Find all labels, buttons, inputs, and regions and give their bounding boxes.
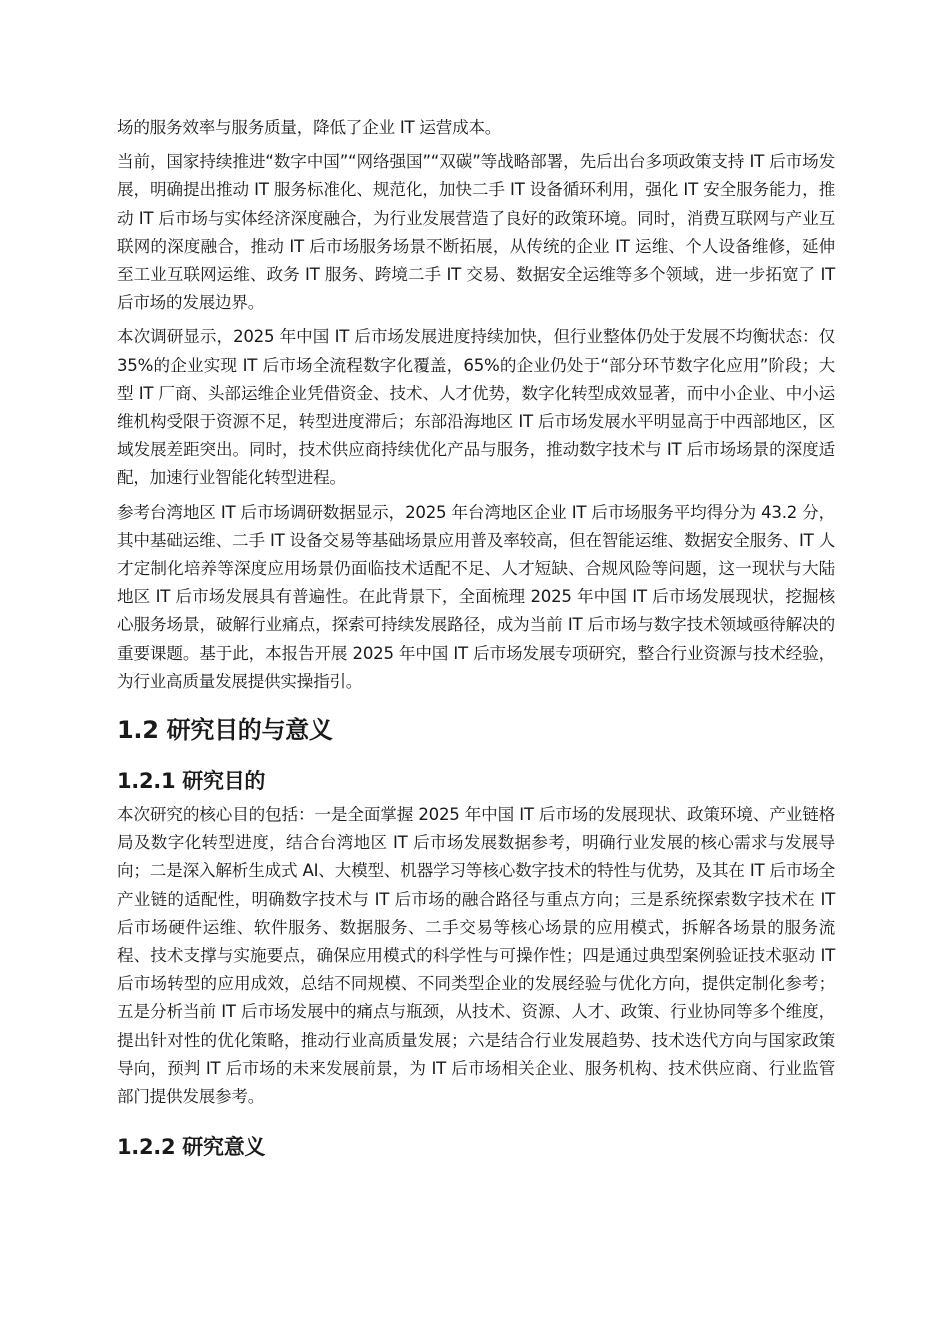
subsection-heading-1-2-2: 1.2.2 研究意义 <box>117 1135 266 1160</box>
section-heading-1-2: 1.2 研究目的与意义 <box>117 716 333 745</box>
body-paragraph: 场的服务效率与服务质量，降低了企业 IT 运营成本。 <box>117 118 502 137</box>
document-page <box>117 114 835 1167</box>
body-paragraph: 参考台湾地区 IT 后市场调研数据显示，2025 年台湾地区企业 IT 后市场服务平均得分为 43.2 分，其中基础运维、二手 IT 设备交易等基础场景应用普及率较高，但在智能运维、数据安全服务、IT 人才定制化培养等深度应用场景仍面临技术适配不足、人才短缺、合规风险等问题，这一现状与大陆地区 IT 后市场发展具有普遍性。在此背景下，全面梳理 2025 年中国 IT 后市场发展现状，挖掘核心服务场景，破解行业痛点，探索可持续发展路径，成为当前 IT 后市场与数字技术领域亟待解决的重要课题。基于此，本报告开展 2025 年中国 IT 后市场发展专项研究，整合行业资源与技术经验，为行业高质量发展提供实操指引。 <box>117 502 835 691</box>
body-paragraph: 当前，国家持续推进“数字中国”“网络强国”“双碳”等战略部署，先后出台多项政策支持 IT 后市场发展，明确提出推动 IT 服务标准化、规范化，加快二手 IT 设备循环利用，强化 IT 安全服务能力，推动 IT 后市场与实体经济深度融合，为行业发展营造了良好的政策环境。同时，消费互联网与产业互联网的深度融合，推动 IT 后市场服务场景不断拓展，从传统的企业 IT 运维、个人设备维修，延伸至工业互联网运维、政务 IT 服务、跨境二手 IT 交易、数据安全运维等多个领域，进一步拓宽了 IT 后市场的发展边界。 <box>117 152 835 313</box>
research-purpose-paragraph: 本次研究的核心目的包括：一是全面掌握 2025 年中国 IT 后市场的发展现状、政策环境、产业链格局及数字化转型进度，结合台湾地区 IT 后市场发展数据参考，明确行业发展的核心需求与发展导向；二是深入解析生成式 AI、大模型、机器学习等核心数字技术的特性与优势，及其在 IT 后市场全产业链的适配性，明确数字技术与 IT 后市场的融合路径与重点方向；三是系统探索数字技术在 IT 后市场硬件运维、软件服务、数据服务、二手交易等核心场景的应用模式，拆解各场景的服务流程、技术支撑与实施要点，确保应用模式的科学性与可操作性；四是通过典型案例验证技术驱动 IT 后市场转型的应用成效，总结不同规模、不同类型企业的发展经验与优化方向，提供定制化参考；五是分析当前 IT 后市场发展中的痛点与瓶颈，从技术、资源、人才、政策、行业协同等多个维度，提出针对性的优化策略，推动行业高质量发展；六是结合行业发展趋势、技术迭代方向与国家政策导向，预判 IT 后市场的未来发展前景，为 IT 后市场相关企业、服务机构、技术供应商、行业监管部门提供发展参考。 <box>117 805 835 1107</box>
body-paragraph: 本次调研显示，2025 年中国 IT 后市场发展进度持续加快，但行业整体仍处于发展不均衡状态：仅 35%的企业实现 IT 后市场全流程数字化覆盖，65%的企业仍处于“部分环节数字化应用”阶段；大型 IT 厂商、头部运维企业凭借资金、技术、人才优势，数字化转型成效显著，而中小企业、中小运维机构受限于资源不足，转型进度滞后；东部沿海地区 IT 后市场发展水平明显高于中西部地区，区域发展差距突出。同时，技术供应商持续优化产品与服务，推动数字技术与 IT 后市场场景的深度适配，加速行业智能化转型进程。 <box>117 327 835 488</box>
subsection-heading-1-2-1: 1.2.1 研究目的 <box>117 769 266 794</box>
